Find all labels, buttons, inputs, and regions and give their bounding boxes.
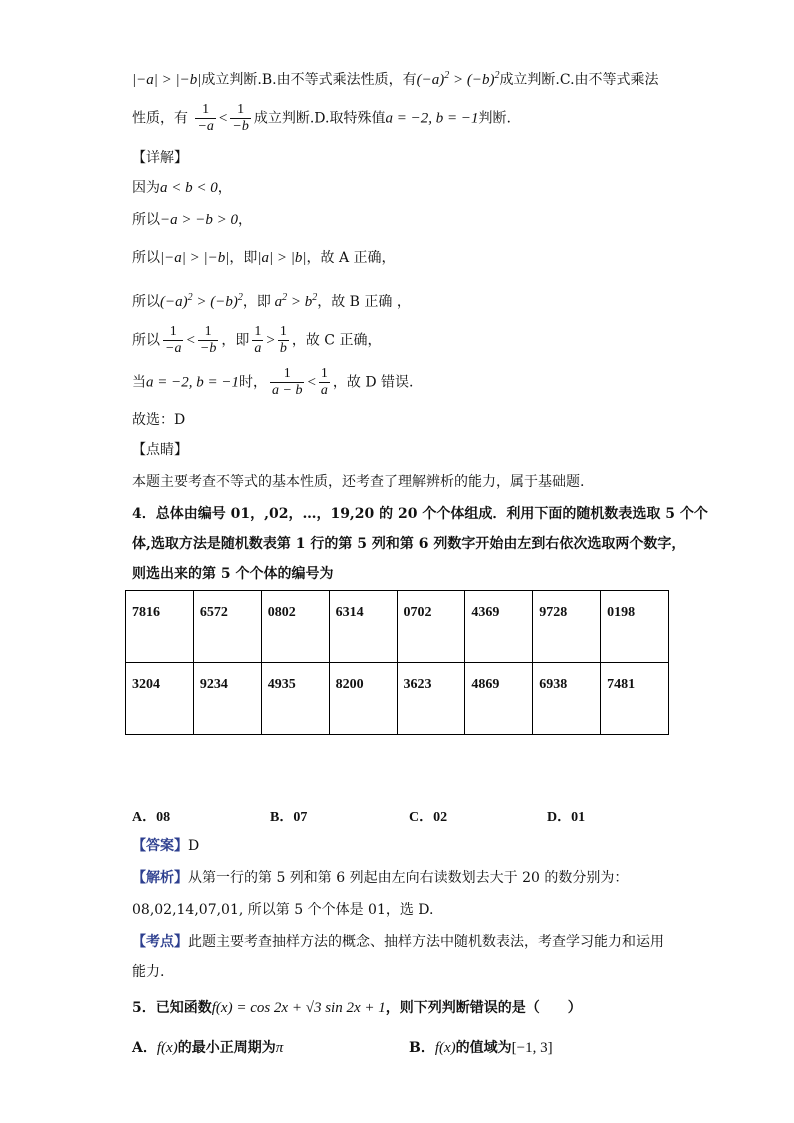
analysis-line-1: 【解析】从第一行的第 5 列和第 6 列起由左向右读数划去大于 20 的数分别为： — [132, 870, 629, 886]
option-d: D．01 — [547, 810, 586, 825]
q5-option-a: A．f(x)的最小正周期为π — [132, 1040, 284, 1056]
q5-stem: 5．已知函数f(x) = cos 2x + √3 sin 2x + 1，则下列判断错误的是（ ） — [132, 1000, 582, 1016]
table-cell: 8200 — [329, 663, 397, 735]
table-cell: 9728 — [533, 591, 601, 663]
text-span: 成立判断.D.取特殊值 — [253, 110, 386, 127]
detail-line-2: 所以−a > −b > 0， — [132, 212, 252, 228]
table-cell: 7816 — [126, 591, 194, 663]
table-row — [126, 591, 669, 663]
text-line-1 — [132, 66, 659, 90]
answer-line: 【答案】D — [132, 838, 200, 854]
table-row — [126, 663, 669, 735]
fraction: $\frac{1}{-b}$ — [232, 102, 249, 134]
analysis-tag: 【解析】 — [132, 870, 188, 886]
detail-line-3: 所以|−a| > |−b|，即|a| > |b|，故 A 正确， — [132, 250, 396, 266]
q4-line-3: 则选出来的第 5 个个体的编号为 — [132, 566, 334, 582]
table-cell: 3204 — [126, 663, 194, 735]
detail-line-4: 所以$(-a)^2 > (-b)^2$，即 $a^2 > b^2$，故 B 正确 ， — [132, 292, 411, 310]
option-c: C．02 — [409, 810, 448, 825]
option-b: B．07 — [270, 810, 308, 825]
table-cell: 9234 — [193, 663, 261, 735]
kaodian-tag: 【考点】 — [132, 934, 188, 950]
text-span: 判断. — [478, 110, 511, 127]
q4-line-2: 体,选取方法是随机数表第 1 行的第 5 列和第 6 列数字开始由左到右依次选取两个数字， — [132, 536, 686, 552]
kaodian-line-2: 能力. — [132, 964, 165, 980]
detail-line-6: 当a = −2, b = −1时， $\frac{1}{a - b}$ < $\frac{1}{a}$ ，故 D 错误. — [132, 366, 414, 398]
analysis-line-2: 08,02,14,07,01, 所以第 5 个个体是 01，选 D. — [132, 902, 434, 918]
detail-line-5: 所以 $\frac{1}{-a}$ < $\frac{1}{-b}$ ，即 $\frac{1}{a}$ > $\frac{1}{b}$ ，故 C 正确， — [132, 324, 382, 356]
answer-tag: 【答案】 — [132, 838, 188, 854]
math-special-values: a = −2, b = −1 — [385, 110, 479, 127]
table-cell: 6572 — [193, 591, 261, 663]
table-cell: 3623 — [397, 663, 465, 735]
q5-option-b: B．f(x)的值域为[−1, 3] — [409, 1040, 553, 1056]
table-cell: 0198 — [601, 591, 669, 663]
text-span: 成立判断.C.由不等式乘法 — [499, 72, 659, 88]
table-cell: 6314 — [329, 591, 397, 663]
math-square-inequality: $(-a)^2 > (-b)^2$ — [416, 70, 500, 88]
random-number-table — [125, 590, 669, 735]
table-cell: 0702 — [397, 591, 465, 663]
text-span: 成立判断.B.由不等式乘法性质，有 — [201, 72, 417, 88]
kaodian-line-1: 【考点】此题主要考查抽样方法的概念、抽样方法中随机数表法，考查学习能力和运用 — [132, 934, 664, 950]
text-span: 性质，有 — [132, 110, 188, 127]
detail-line-1: 因为a < b < 0， — [132, 180, 232, 196]
detail-heading: 【详解】 — [132, 150, 188, 166]
table-cell: 6938 — [533, 663, 601, 735]
option-a: A．08 — [132, 810, 171, 825]
table-cell: 4935 — [261, 663, 329, 735]
text-line-2: 性质，有 $\frac{1}{-a}$ < $\frac{1}{-b}$ 成立判断.D.取特殊值a = −2, b = −1判断. — [132, 102, 511, 134]
comment-text: 本题主要考查不等式的基本性质，还考查了理解辨析的能力，属于基础题. — [132, 474, 585, 490]
comment-heading: 【点睛】 — [132, 442, 188, 458]
q4-line-1: 4．总体由编号 01，,02，…，19,20 的 20 个个体组成．利用下面的随机数表选取 5 个个 — [132, 506, 708, 522]
table-cell: 7481 — [601, 663, 669, 735]
math-abs-inequality: |−a| > |−b| — [132, 72, 202, 88]
table-cell: 0802 — [261, 591, 329, 663]
choose-line: 故选：D — [132, 412, 186, 428]
table-cell: 4869 — [465, 663, 533, 735]
fraction: $\frac{1}{-a}$ — [197, 102, 214, 134]
table-cell: 4369 — [465, 591, 533, 663]
